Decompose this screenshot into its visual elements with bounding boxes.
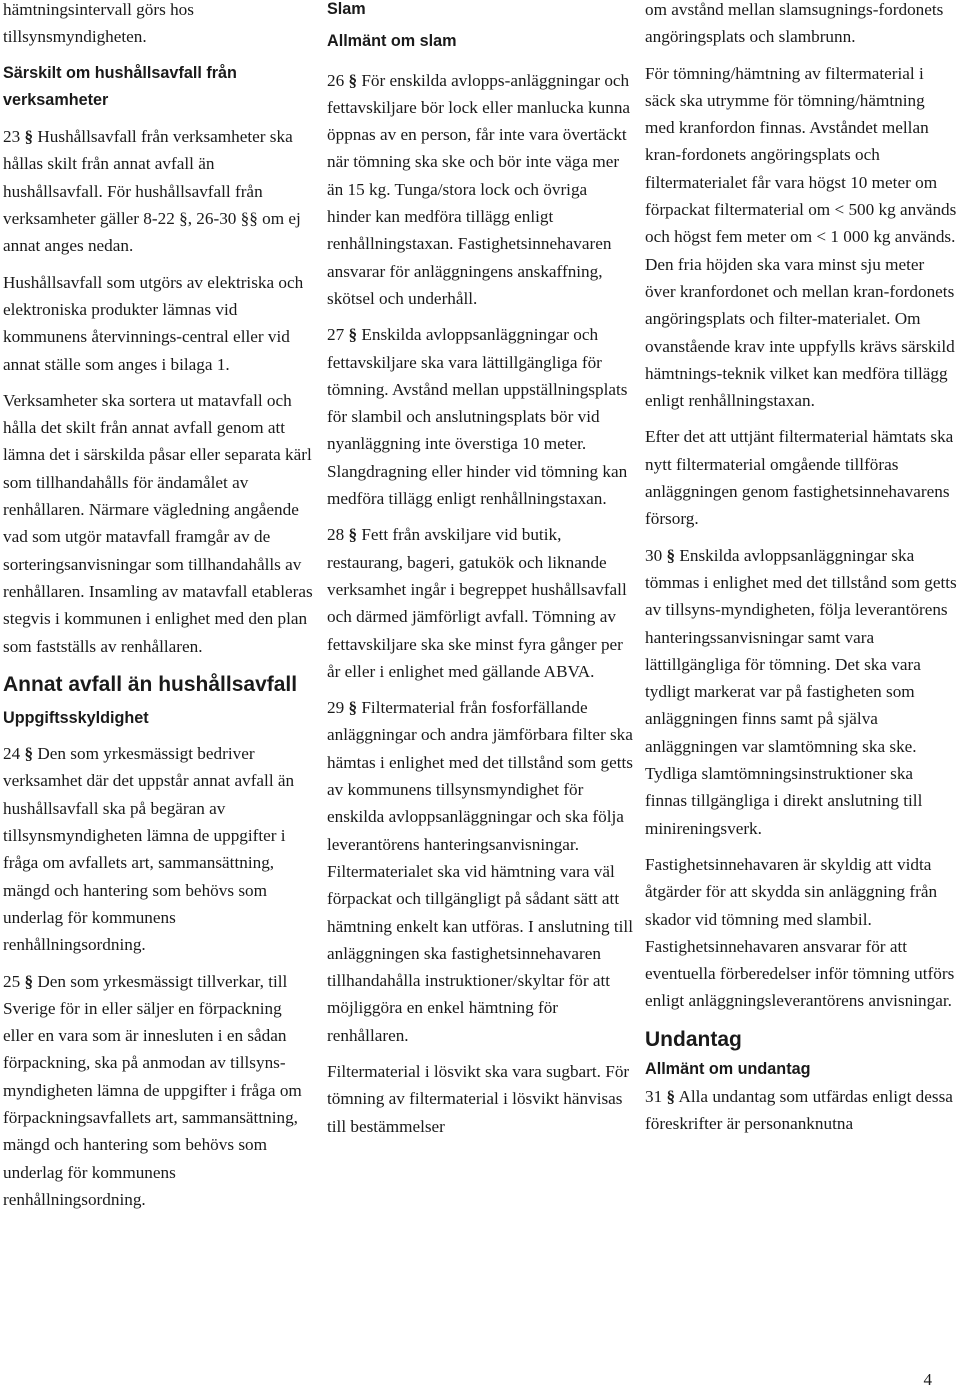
heading-slam: Slam xyxy=(327,0,366,18)
heading-allmant-om-slam: Allmänt om slam xyxy=(327,32,457,51)
paragraph-matavfall: Verksamheter ska sortera ut matavfall och hålla det skilt från annat avfall genom att lämna det i särskilda påsar eller separata kärl som tillhandahålls för ändamålet av renhållaren. Närmare vägledning angående vad som utgör matavfall framgår av de sorteringsanvisningar som tillhandahålls av renhållaren. Insamling av matavfall etableras stegvis i kommunen i enlighet med den plan som fastställs av renhållaren. xyxy=(3,390,313,656)
heading-uppgiftsskyldighet: Uppgiftsskyldighet xyxy=(3,708,149,727)
section-text-24: Den som yrkesmässigt bedriver verksamhet där det uppstår annat avfall än hushållsavfall ska på begäran av tillsynsmyndigheten lämna de uppgifter i fråga om avfallets art, sammansättning, mängd och hantering som behövs som underlag för kommunens renhållningsordning. xyxy=(3,744,295,955)
section-number-31: 31 xyxy=(645,1086,663,1106)
section-number-24: 24 xyxy=(3,744,21,764)
section-text-28: Fett från avskiljare vid butik, restaurang, bageri, gatukök och liknande verksamhet ingår i begreppet hushållsavfall och därmed jämförligt avfall. Tömning av fettavskiljare ska ske minst fyra gånger per år eller i enlighet med gällande ABVA. xyxy=(327,525,627,681)
paragraph-23 xyxy=(3,123,315,259)
column-2 xyxy=(327,0,635,1149)
page-number: 4 xyxy=(923,1370,932,1389)
paragraph-31 xyxy=(645,1083,958,1138)
paragraph-intervall: hämtningsintervall görs hos tillsynsmyndigheten. xyxy=(3,0,194,47)
paragraph-30 xyxy=(645,542,958,842)
section-symbol: § xyxy=(24,127,34,147)
section-number-25: 25 xyxy=(3,971,21,991)
section-text-29: Filtermaterial från fosforfällande anläggningar och andra jämförbara filter ska hämtas i enlighet med det tillstånd som getts av kommunens tillsynsmyndighet för enskilda avloppsanläggningar och ska följa leverantörens hanteringsanvisningar. Filtermaterialet ska vid hämtning vara väl förpackat och tillgängligt på sådant sätt att hämtning enkelt kan utföras. I anslutning till anläggningen ska fastighetsinnehavaren tillhandahålla instruktioner/skyltar för att möjliggöra en enkel hämtning för renhållaren. xyxy=(327,698,633,1045)
section-symbol: § xyxy=(348,325,358,345)
paragraph-28 xyxy=(327,521,635,685)
paragraph-25 xyxy=(3,968,315,1214)
section-symbol: § xyxy=(348,70,358,90)
section-text-25: Den som yrkesmässigt tillverkar, till Sverige för in eller säljer en förpackning eller en vara som är innesluten i en sådan förpackning, ska på anmodan av tillsyns-myndigheten lämna de uppgifter i fråga om förpackningsavfallets art, sammansättning, mängd och hantering som behövs som underlag för kommunens renhållningsordning. xyxy=(3,971,302,1209)
paragraph-slambrunn: om avstånd mellan slamsugnings-fordonets angöringsplats och slambrunn. xyxy=(645,0,944,47)
section-number-27: 27 xyxy=(327,325,345,345)
section-text-27: Enskilda avloppsanläggningar och fettavskiljare ska vara lättillgängliga för tömning. Avstånd mellan uppställningsplats för slambil och anslutningsplats bör vid nyanläggning inte överstiga 10 meter. Slangdragning eller hinder vid tömning kan medföra tillägg enligt renhållningstaxan. xyxy=(327,325,628,509)
paragraph-skydd: Fastighetsinnehavaren är skyldig att vidta åtgärder för att skydda sin anläggning från skador vid tömning med slambil. Fastighetsinnehavaren ansvarar för att eventuella förberedelser inför tömning utförs enligt anläggningsleverantörens anvisningar. xyxy=(645,854,955,1011)
paragraph-sack: För tömning/hämtning av filtermaterial i säck ska utrymme för tömning/hämtning med kranfordon finnas. Avståndet mellan kran-fordonets angöringsplats och filtermaterialet får vara högst 10 meter om förpackat filtermaterial om < 500 kg används och högst fem meter om < 1 000 kg används. Den fria höjden ska vara minst sju meter över kranfordonet och mellan kran-fordonets angöringsplats och filter-materialet. Om ovanstående krav inte uppfylls krävs särskild hämtnings-teknik vilket kan medföra tillägg enligt renhållningstaxan. xyxy=(645,63,957,411)
paragraph-elektronik: Hushållsavfall som utgörs av elektriska och elektroniska produkter lämnas vid kommunens återvinnings-central eller vid annat ställe som anges i bilaga 1. xyxy=(3,272,304,374)
section-number-23: 23 xyxy=(3,127,21,147)
section-symbol: § xyxy=(24,971,34,991)
section-number-30: 30 xyxy=(645,545,663,565)
paragraph-24 xyxy=(3,740,315,958)
paragraph-uttjant: Efter det att uttjänt filtermaterial hämtats ska nytt filtermaterial omgående tillföras anläggningen genom fastighetsinnehavarens försorg. xyxy=(645,427,954,529)
column-3 xyxy=(645,0,958,1147)
paragraph-27 xyxy=(327,321,635,512)
section-symbol: § xyxy=(24,744,34,764)
section-symbol: § xyxy=(348,525,358,545)
section-text-26: För enskilda avlopps-anläggningar och fettavskiljare bör lock eller manlucka kunna öppnas av en person, får inte vara övertäckt när tömning ska ske och bör inte väga mer än 15 kg. Tunga/stora lock och övriga hinder kan medföra tillägg enligt renhållningstaxan. Fastighetsinnehavaren ansvarar för anläggningens anskaffning, skötsel och underhåll. xyxy=(327,70,631,308)
heading-annat-avfall: Annat avfall än hushållsavfall xyxy=(3,672,298,696)
column-1 xyxy=(3,0,315,1222)
paragraph-29 xyxy=(327,694,635,1049)
section-number-29: 29 xyxy=(327,698,345,718)
paragraph-losvikt: Filtermaterial i lösvikt ska vara sugbart. För tömning av filtermaterial i lösvikt hänvisas till bestämmelser xyxy=(327,1061,630,1136)
section-number-28: 28 xyxy=(327,525,345,545)
section-text-23: Hushållsavfall från verksamheter ska hållas skilt från annat avfall än hushållsavfall. För hushållsavfall från verksamheter gäller 8-22 §, 26-30 §§ om ej annat anges nedan. xyxy=(3,127,301,256)
section-symbol: § xyxy=(666,1086,676,1106)
section-text-31: Alla undantag som utfärdas enligt dessa föreskrifter är personanknutna xyxy=(645,1086,953,1134)
section-number-26: 26 xyxy=(327,70,345,90)
section-symbol: § xyxy=(348,698,358,718)
paragraph-26 xyxy=(327,67,635,313)
heading-hushallsavfall-verksamheter: Särskilt om hushållsavfall från verksamheter xyxy=(3,63,237,109)
section-symbol: § xyxy=(666,545,676,565)
section-text-30: Enskilda avloppsanläggningar ska tömmas i enlighet med det tillstånd som getts av tillsyns-myndigheten, följa leverantörens hanteringssanvisningar samt vara lättillgängliga för tömning. Det ska vara tydligt markerat var på fastigheten som anläggningen finns samt på själva anläggningen var slamtömning ska ske. Tydliga slamtömningsinstruktioner ska finnas tillgängliga i direkt anslutning till minireningsverk. xyxy=(645,545,957,838)
heading-allmant-om-undantag: Allmänt om undantag xyxy=(645,1059,811,1078)
heading-undantag: Undantag xyxy=(645,1027,742,1051)
